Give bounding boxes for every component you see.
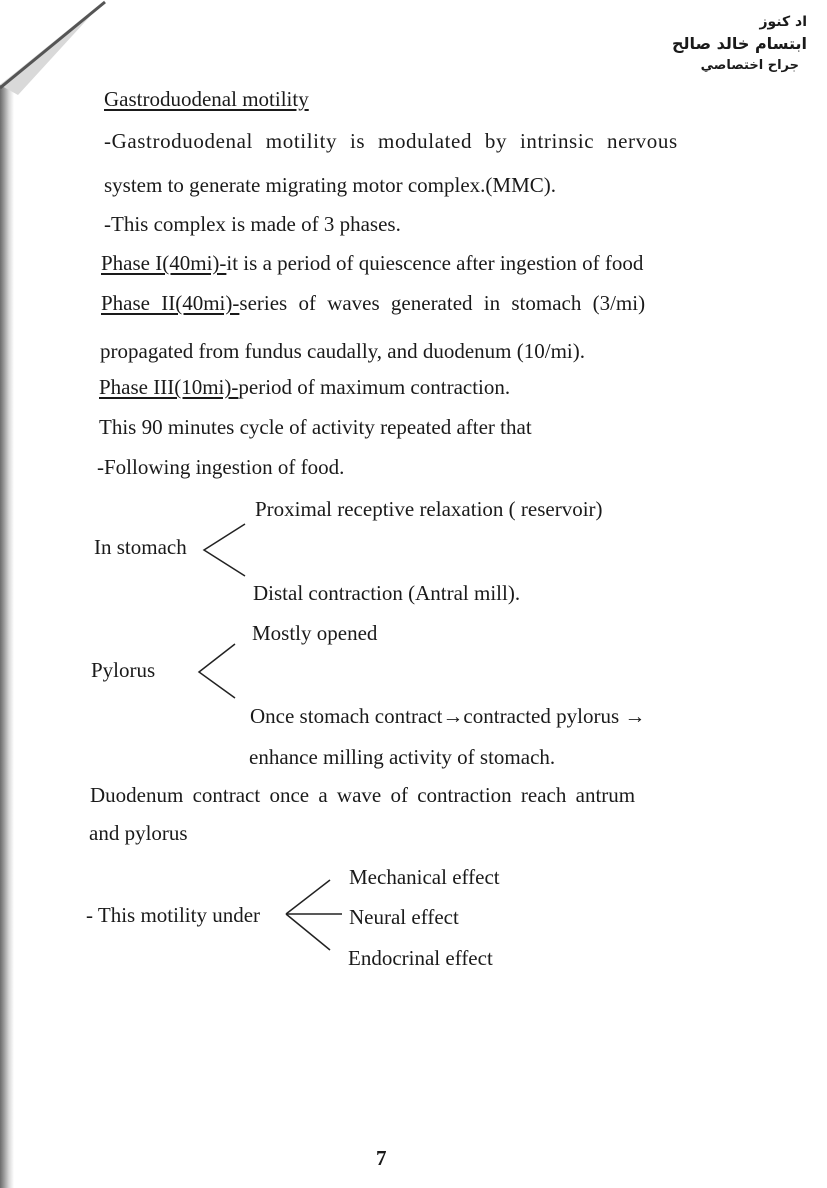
motility-label: - This motility under: [86, 903, 261, 927]
page-title: Gastroduodenal motility: [104, 87, 309, 111]
phase-2-text: series of waves generated in stomach (3/mi): [239, 291, 646, 315]
effect-neural: Neural effect: [349, 905, 459, 929]
intro-line-1: -Gastroduodenal motility is modulated by intrinsic nervous: [104, 129, 678, 153]
stomach-lower: Distal contraction (Antral mill).: [253, 581, 521, 605]
phase-2: [101, 290, 645, 316]
header-arabic-line3: جراح اختصاصي: [700, 58, 799, 73]
phase-1: [101, 250, 643, 276]
cycle-text: This 90 minutes cycle of activity repeated after that: [99, 415, 532, 439]
scan-left-edge: [0, 0, 14, 1188]
phase-3-label: Phase III(10mi)-: [99, 375, 239, 399]
stomach-label: In stomach: [94, 535, 187, 559]
pylorus-upper: Mostly opened: [252, 621, 378, 645]
intro-line-2: system to generate migrating motor complex.(MMC).: [104, 173, 556, 197]
pylorus-label: Pylorus: [91, 658, 156, 682]
phase-3: [99, 374, 510, 400]
phase-2-continuation: propagated from fundus caudally, and duodenum (10/mi).: [100, 339, 586, 363]
duodenum-line-2: and pylorus: [89, 821, 188, 845]
phase-1-label: Phase I(40mi)-: [101, 251, 227, 275]
pylorus-lower-2: enhance milling activity of stomach.: [249, 745, 556, 769]
header-arabic-line1: اد كنوز: [759, 14, 807, 30]
effect-mechanical: Mechanical effect: [349, 865, 500, 889]
pylorus-lower-1: Once stomach contract→contracted pylorus →: [250, 704, 646, 728]
stomach-upper: Proximal receptive relaxation ( reservoir): [255, 497, 603, 521]
intro-line-3: -This complex is made of 3 phases.: [104, 212, 401, 236]
stomach-branch-lines: [200, 520, 250, 580]
page-fold-corner: [0, 0, 110, 110]
duodenum-line-1: Duodenum contract once a wave of contraction reach antrum: [90, 783, 636, 807]
phase-1-text: it is a period of quiescence after ingestion of food: [226, 251, 644, 275]
pylorus-branch-lines: [195, 640, 240, 702]
following-text: -Following ingestion of food.: [97, 455, 345, 479]
effect-endocrinal: Endocrinal effect: [348, 946, 493, 970]
phase-3-text: period of maximum contraction.: [238, 375, 511, 399]
header-arabic-line2: ابتسام خالد صالح: [672, 34, 807, 53]
phase-2-label: Phase II(40mi)-: [101, 291, 240, 315]
motility-branch-lines: [284, 872, 346, 956]
page-number: 7: [376, 1146, 387, 1170]
